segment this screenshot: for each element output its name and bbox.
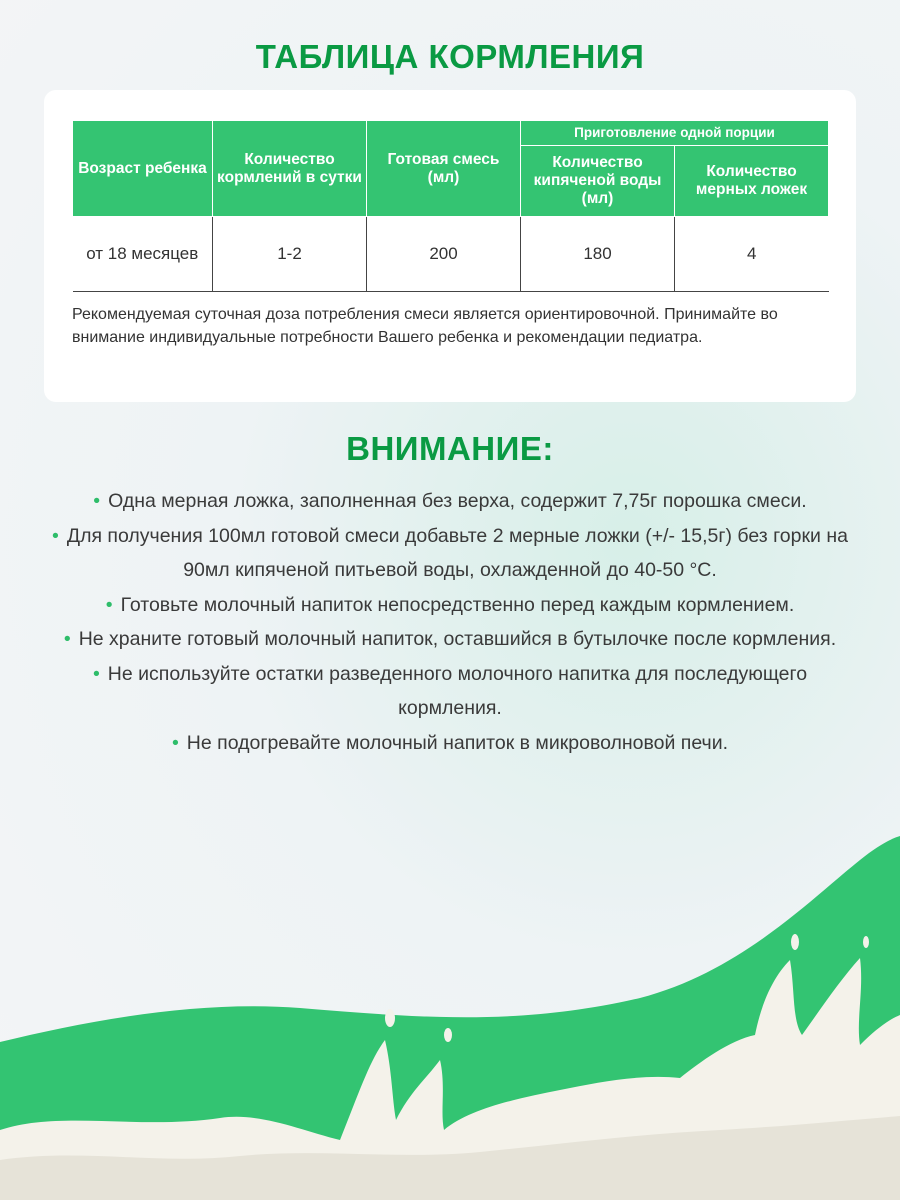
list-item: • Не используйте остатки разведенного молочного напитка для последующего кормления. [92,662,808,719]
list-item: • Не подогревайте молочный напиток в микроволновой печи. [171,731,729,754]
milk-splash-decoration [0,830,900,1200]
milk-droplet [444,1028,452,1042]
milk-droplet [863,936,869,948]
header-portion-group: Приготовление одной порции [521,121,829,146]
bullet-icon: • [52,524,59,547]
attention-list [40,484,860,760]
header-water: Количество кипяченой воды (мл) [521,146,675,217]
list-item: • Одна мерная ложка, заполненная без верха, содержит 7,75г порошка смеси. [93,490,807,512]
recommendation-note: Рекомендуемая суточная доза потребления смеси является ориентировочной. Принимайте во внимание индивидуальные потребности Вашего ребенка и рекомендации педиатра. [72,306,778,346]
list-item: • Для получения 100мл готовой смеси добавьте 2 мерные ложки (+/- 15,5г) без горки на 90мл кипяченой питьевой воды, охлажденной до 40-50 °С. [52,524,848,581]
feeding-table [72,120,829,292]
bullet-icon: • [92,662,100,685]
list-item: • Не храните готовый молочный напиток, оставшийся в бутылочке после кормления. [63,628,837,650]
header-age: Возраст ребенка [73,121,213,217]
header-spoons: Количество мерных ложек [675,146,829,217]
cell-ready-mix: 200 [367,217,521,292]
table-row [73,217,829,292]
milk-droplet [385,1009,395,1027]
cell-spoons: 4 [675,217,829,292]
milk-droplet [791,934,799,950]
cell-feedings: 1-2 [213,217,367,292]
page-title: ТАБЛИЦА КОРМЛЕНИЯ [255,38,645,75]
header-feedings: Количество кормлений в сутки [213,121,367,217]
bullet-icon: • [93,490,101,512]
attention-title: ВНИМАНИЕ: [346,430,554,467]
cell-age: от 18 месяцев [73,217,213,292]
list-item: • Готовьте молочный напиток непосредственно перед каждым кормлением. [105,593,795,616]
bullet-icon: • [63,628,71,650]
bullet-icon: • [171,731,179,754]
bullet-icon: • [105,593,113,616]
feeding-table-card [44,90,856,402]
header-ready-mix: Готовая смесь (мл) [367,121,521,217]
cell-water: 180 [521,217,675,292]
